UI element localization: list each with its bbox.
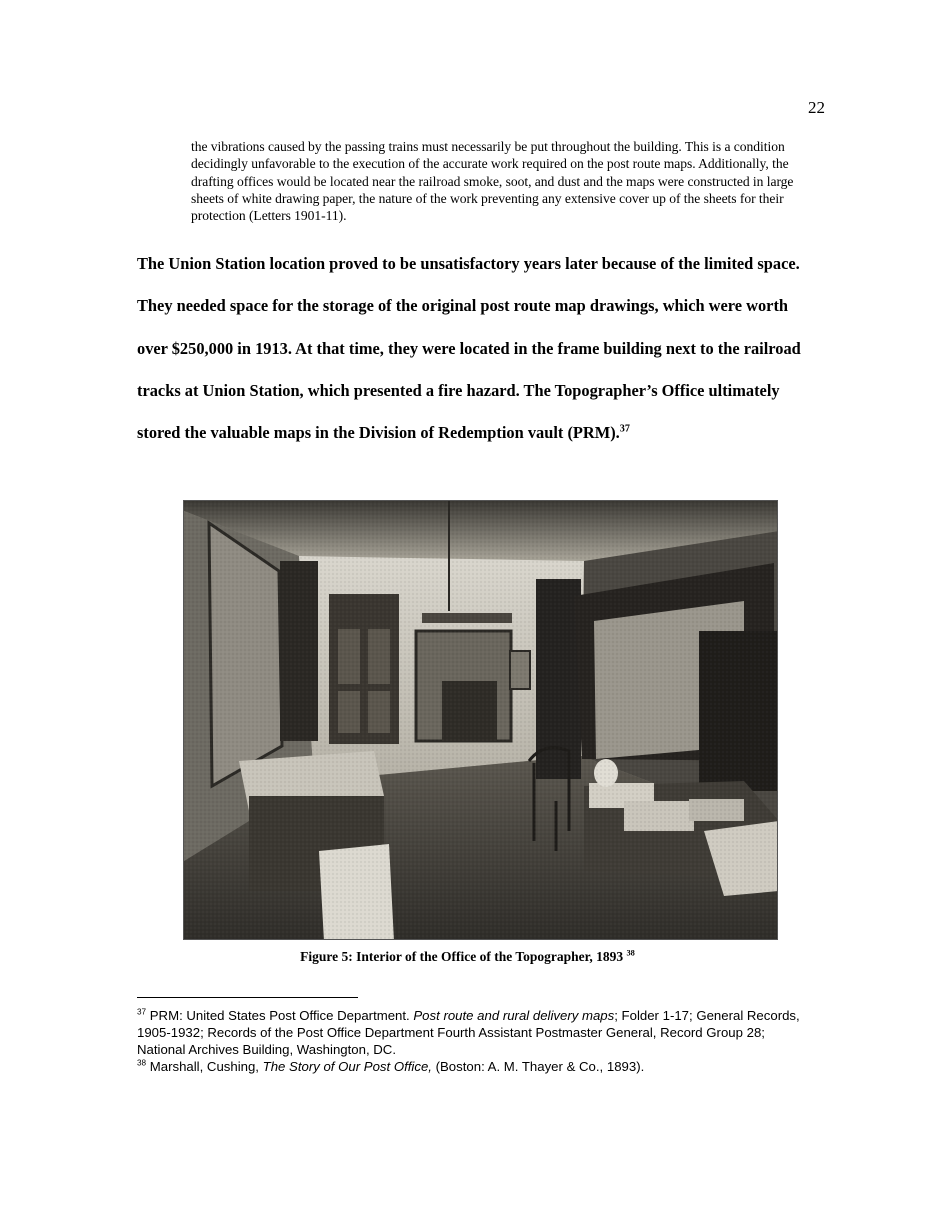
footnote-title: The Story of Our Post Office,: [262, 1059, 432, 1074]
office-interior-illustration: [184, 501, 778, 940]
footnote-ref-38: 38: [626, 948, 635, 958]
footnote-title: Post route and rural delivery maps: [413, 1008, 615, 1023]
figure-caption: [0, 949, 935, 965]
block-quote: the vibrations caused by the passing trains must necessarily be put throughout the building. This is a condition decidingly unfavorable to the execution of the accurate work required on the post route maps. Additionally, the drafting offices would be located near the railroad smoke, soot, and dust and the maps were constructed in large sheets of white drawing paper, the nature of the work preventing any extensive cover up of the sheets for their protection (Letters 1901-11).: [191, 139, 794, 224]
body-paragraph: [137, 243, 817, 454]
footnote-divider: [137, 997, 358, 998]
page-number: 22: [808, 98, 825, 117]
footnote-37: [137, 1007, 802, 1058]
footnote-number: 37: [137, 1007, 147, 1017]
footnote-text: ; Folder 1-17; General Records, 1905-1932; Records of the Post Office Department Fourth Assistant Postmaster General, Record Group 28; National Archives Building, Washington, DC.: [137, 1008, 800, 1057]
footnote-text: (Boston: A. M. Thayer & Co., 1893).: [431, 1059, 645, 1074]
figure-caption-text: Figure 5: Interior of the Office of the Topographer, 1893: [300, 949, 624, 964]
footnote-ref-37: 37: [619, 423, 630, 435]
footnote-text: Marshall, Cushing,: [149, 1059, 263, 1074]
footnote-38: [137, 1058, 802, 1075]
figure-photo: [183, 500, 778, 940]
footnote-text: PRM: United States Post Office Department.: [149, 1008, 414, 1023]
footnote-number: 38: [137, 1058, 147, 1068]
footnotes: [137, 1007, 802, 1075]
body-paragraph-text: The Union Station location proved to be unsatisfactory years later because of the limited space. They needed space for the storage of the original post route map drawings, which were worth over $250,000 in 1913. At that time, they were located in the frame building next to the railroad tracks at Union Station, which presented a fire hazard. The Topographer’s Office ultimately stored the valuable maps in the Division of Redemption vault (PRM).: [137, 254, 801, 443]
